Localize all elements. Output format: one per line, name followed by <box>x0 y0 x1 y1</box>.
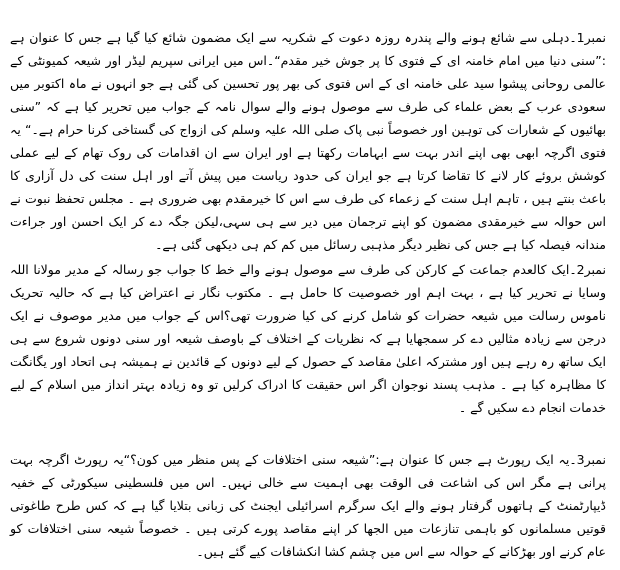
paragraph-1: نمبر1۔دہلی سے شائع ہونے والے پندرہ روزہ دعوت کے شکریہ سے ایک مضمون شائع کیا گیا ہے جس کا عنوان ہے :”سنی دنیا میں امام خامنہ ای کے فتوی کا پر جوش خیر مقدم“۔اس میں ایرانی سپریم لیڈر اور شیعہ کمیونٹی کے عالمی روحانی پیشوا سید علی خامنہ ای کے اس فتوی کی بھر پور تحسین کی گئی ہے جو انہوں نے ماہ اکتوبر میں سعودی عرب کے بعض علماء کی طرف سے موصول ہونے والے سوال نامہ کے جواب میں تحریر کیا ہے کہ ”سنی بھائیوں کے شعارات کی توہین اور خصوصاً نبی پاک صلی اللہ علیہ وسلم کی ازواج کی گستاخی کرنا حرام ہے۔“ یہ فتوی اگرچہ ابھی بھی اپنے اندر بہت سے ابہامات رکھتا ہے اور ایران سے ان اقدامات کی روک تھام کے لیے عملی کوشش بروئے کار لانے کا تقاضا کرتا ہے جو ایران کی حدود ریاست میں پیش آتے اور اہل سنت کی دل آزاری کا باعث بنتے ہیں ، تاہم اہل سنت کے زعماء کی طرف سے اس کا خیرمقدم بھی ضروری ہے ۔ مجلس تحفظ نبوت نے اس حوالہ سے خیرمقدی مضمون کو اپنے ترجمان میں دیر سے ہی سہی،لیکن جگہ دے کر ایک احسن اور جراءت مندانہ فیصلہ کیا ہے جس کی نظیر دیگر مذہبی رسائل میں کم کم ہی دیکھی گئی ہے۔ <box>10 30 606 252</box>
paragraph-2: نمبر2۔ایک کالعدم جماعت کے کارکن کی طرف سے موصول ہونے والے خط کا جواب جو رسالہ کے مدیر مولانا اللہ وسایا نے تحریر کیا ہے ، بہت اہم اور خصوصیت کا حامل ہے ۔ مکتوب نگار نے اعتراض کیا ہے کہ حالیہ تحریک ناموس رسالت میں شیعہ حضرات کو شامل کرنے کی کیا ضرورت تھی؟اس کے جواب میں مدیر موصوف نے ایک درجن سے زیادہ مثالیں دے کر سمجھایا ہے کہ نظریات کے اختلاف کے باوصف شیعہ اور سنی دونوں شروع سے ہی ایک ساتھ رہ رہے ہیں اور مشترکہ اعلیٰ مقاصد کے حصول کے لیے دونوں کے قائدین نے ہمیشہ ہی اتحاد اور یگانگت کا مظاہرہ کیا ہے ۔ مذہب پسند نوجوان اگر اس حقیقت کا ادراک کرلیں تو وہ زیادہ بہتر انداز میں اسلام کے لیے خدمات انجام دے سکیں گے ۔ <box>10 262 606 415</box>
paragraph-3: نمبر3۔یہ ایک رپورٹ ہے جس کا عنوان ہے:”شیعہ سنی اختلافات کے پس منظر میں کون؟“یہ رپورٹ اگرچہ بہت پرانی ہے مگر اس کی اشاعت فی الوقت بھی اہمیت سے خالی نہیں۔ اس میں فلسطینی سیکورٹی کے خفیہ ڈیپارٹمنٹ کے ہاتھوں گرفتار ہونے والے ایک سرگرم اسرائیلی ایجنٹ کی زبانی بتلایا گیا ہے کہ کس طرح طاغوتی قوتیں مسلمانوں کو باہمی تنازعات میں الجھا کر اپنے مقاصد پورے کرتی ہیں ۔ خصوصاً شیعہ سنی اختلافات کو عام کرنے اور بھڑکانے کے حوالہ سے اس میں چشم کشا انکشافات کیے گئے ہیں۔ <box>10 452 606 559</box>
